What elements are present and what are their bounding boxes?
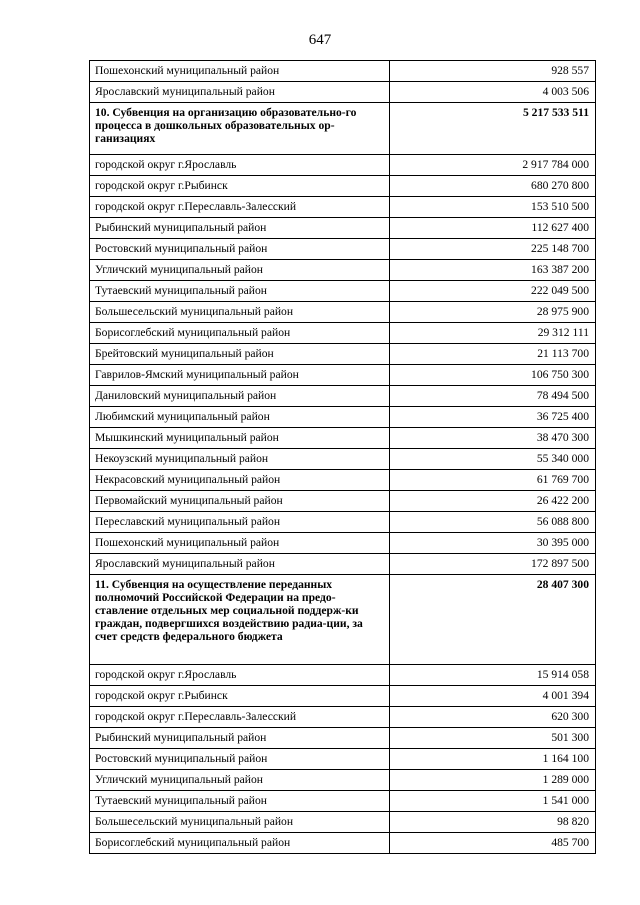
amount-cell: 928 557 — [390, 61, 596, 82]
amount-cell: 28 975 900 — [390, 302, 596, 323]
amount-cell: 26 422 200 — [390, 491, 596, 512]
amount-cell: 485 700 — [390, 833, 596, 854]
table-row — [90, 533, 596, 554]
recipient-name: Брейтовский муниципальный район — [90, 344, 390, 365]
table-row — [90, 197, 596, 218]
amount-cell: 172 897 500 — [390, 554, 596, 575]
table-row — [90, 728, 596, 749]
recipient-name: Пошехонский муниципальный район — [90, 533, 390, 554]
recipient-name: Пошехонский муниципальный район — [90, 61, 390, 82]
section-header-row — [90, 103, 596, 155]
table-row — [90, 686, 596, 707]
recipient-name: городской округ г.Рыбинск — [90, 176, 390, 197]
amount-cell: 21 113 700 — [390, 344, 596, 365]
amount-cell: 620 300 — [390, 707, 596, 728]
recipient-name: Переславский муниципальный район — [90, 512, 390, 533]
amount-cell: 61 769 700 — [390, 470, 596, 491]
table-row — [90, 554, 596, 575]
amount-cell: 501 300 — [390, 728, 596, 749]
table-row — [90, 770, 596, 791]
amount-cell: 112 627 400 — [390, 218, 596, 239]
table-row — [90, 61, 596, 82]
table-row — [90, 260, 596, 281]
table-row — [90, 365, 596, 386]
table-row — [90, 812, 596, 833]
table-body — [90, 61, 596, 854]
table-row — [90, 218, 596, 239]
recipient-name: Ярославский муниципальный район — [90, 82, 390, 103]
recipient-name: Тутаевский муниципальный район — [90, 791, 390, 812]
table-row — [90, 82, 596, 103]
recipient-name: Первомайский муниципальный район — [90, 491, 390, 512]
subvention-table — [89, 60, 596, 854]
amount-cell: 1 541 000 — [390, 791, 596, 812]
recipient-name: Угличский муниципальный район — [90, 770, 390, 791]
page-number: 647 — [308, 32, 332, 48]
table-row — [90, 665, 596, 686]
amount-cell: 29 312 111 — [390, 323, 596, 344]
amount-cell: 15 914 058 — [390, 665, 596, 686]
recipient-name: Даниловский муниципальный район — [90, 386, 390, 407]
table-row — [90, 239, 596, 260]
table-row — [90, 281, 596, 302]
table-row — [90, 176, 596, 197]
amount-cell: 2 917 784 000 — [390, 155, 596, 176]
recipient-name: Рыбинский муниципальный район — [90, 728, 390, 749]
recipient-name: Борисоглебский муниципальный район — [90, 833, 390, 854]
recipient-name: Ростовский муниципальный район — [90, 239, 390, 260]
amount-cell: 680 270 800 — [390, 176, 596, 197]
amount-cell: 153 510 500 — [390, 197, 596, 218]
recipient-name: городской округ г.Рыбинск — [90, 686, 390, 707]
recipient-name: городской округ г.Ярославль — [90, 665, 390, 686]
section-header-row — [90, 575, 596, 665]
recipient-name: Большесельский муниципальный район — [90, 812, 390, 833]
table-row — [90, 512, 596, 533]
amount-cell: 4 003 506 — [390, 82, 596, 103]
table-row — [90, 155, 596, 176]
amount-cell: 106 750 300 — [390, 365, 596, 386]
recipient-name: Большесельский муниципальный район — [90, 302, 390, 323]
section-total: 5 217 533 511 — [390, 103, 596, 155]
amount-cell: 1 289 000 — [390, 770, 596, 791]
amount-cell: 1 164 100 — [390, 749, 596, 770]
recipient-name: Тутаевский муниципальный район — [90, 281, 390, 302]
recipient-name: городской округ г.Переславль-Залесский — [90, 197, 390, 218]
table-row — [90, 470, 596, 491]
amount-cell: 98 820 — [390, 812, 596, 833]
table-row — [90, 323, 596, 344]
table-row — [90, 449, 596, 470]
amount-cell: 225 148 700 — [390, 239, 596, 260]
recipient-name: Рыбинский муниципальный район — [90, 218, 390, 239]
table-row — [90, 749, 596, 770]
section-total: 28 407 300 — [390, 575, 596, 665]
recipient-name: Некрасовский муниципальный район — [90, 470, 390, 491]
amount-cell: 222 049 500 — [390, 281, 596, 302]
table-row — [90, 791, 596, 812]
table-row — [90, 428, 596, 449]
amount-cell: 55 340 000 — [390, 449, 596, 470]
recipient-name: Гаврилов-Ямский муниципальный район — [90, 365, 390, 386]
recipient-name: Любимский муниципальный район — [90, 407, 390, 428]
recipient-name: городской округ г.Переславль-Залесский — [90, 707, 390, 728]
amount-cell: 56 088 800 — [390, 512, 596, 533]
table-row — [90, 833, 596, 854]
amount-cell: 78 494 500 — [390, 386, 596, 407]
amount-cell: 30 395 000 — [390, 533, 596, 554]
recipient-name: Некоузский муниципальный район — [90, 449, 390, 470]
recipient-name: Ярославский муниципальный район — [90, 554, 390, 575]
recipient-name: Угличский муниципальный район — [90, 260, 390, 281]
table-row — [90, 407, 596, 428]
table-row — [90, 707, 596, 728]
recipient-name: Мышкинский муниципальный район — [90, 428, 390, 449]
recipient-name: Борисоглебский муниципальный район — [90, 323, 390, 344]
amount-cell: 4 001 394 — [390, 686, 596, 707]
table-row — [90, 386, 596, 407]
table-row — [90, 302, 596, 323]
recipient-name: Ростовский муниципальный район — [90, 749, 390, 770]
amount-cell: 38 470 300 — [390, 428, 596, 449]
table-row — [90, 344, 596, 365]
table-row — [90, 491, 596, 512]
recipient-name: городской округ г.Ярославль — [90, 155, 390, 176]
amount-cell: 36 725 400 — [390, 407, 596, 428]
amount-cell: 163 387 200 — [390, 260, 596, 281]
section-title: 10. Субвенция на организацию образовательно-го процесса в дошкольных образовательных ор-ганизациях — [90, 103, 390, 155]
section-title: 11. Субвенция на осуществление переданных полномочий Российской Федерации на предо-ставление отдельных мер социальной поддерж-ки граждан, подвергшихся воздействию радиа-ции, за счет средств федерального бюджета — [90, 575, 390, 665]
